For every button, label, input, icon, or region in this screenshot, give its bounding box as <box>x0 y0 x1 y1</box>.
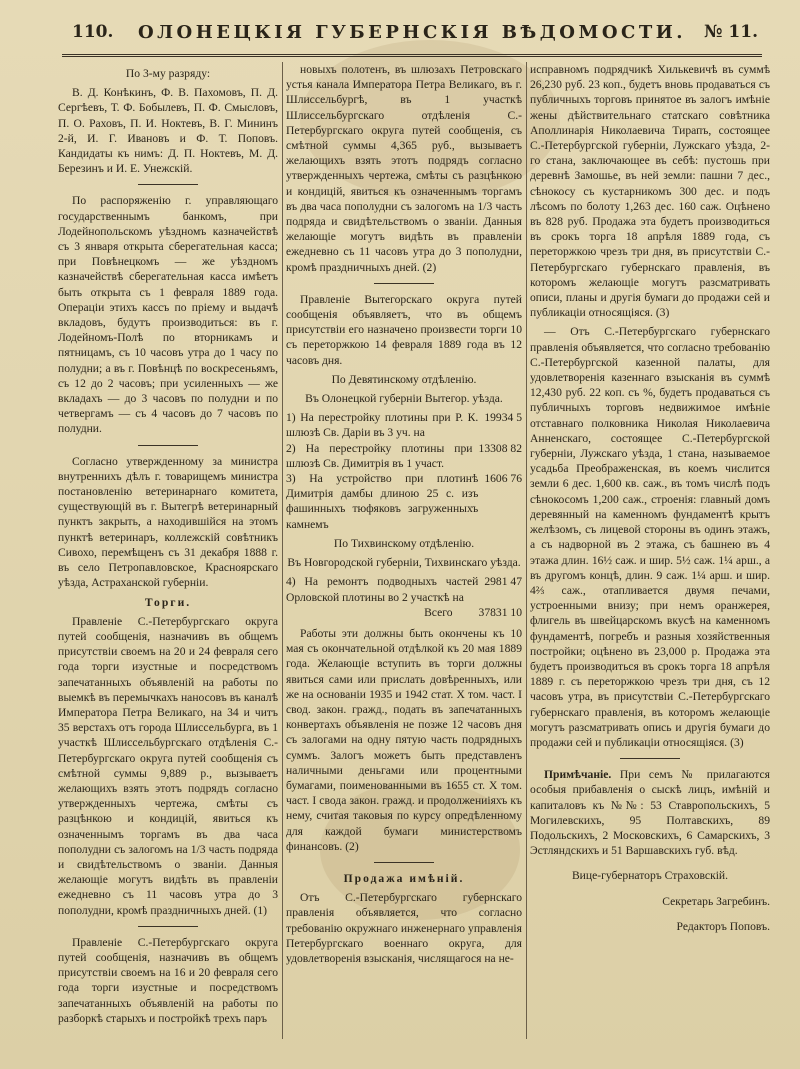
sale-notice-1-cont: исправномъ подрядчикѣ Хилькевичѣ въ суммѣ 26,230 руб. 23 коп., будетъ вновь продаваться съ публичныхъ торговъ принятое въ залогъ имѣніе жены дѣйствительнаго статскаго совѣтника Аполлинарія Николаевича Тирапъ, состоящее С.-Петербургской губерніи, Лужскаго уѣзда, 2-го стана, заключающее въ себѣ: пустошь при деревнѣ Замошье, въ ней земли: пашни 7 дес., сѣнокосу съ кустарникомъ 300 дес. и подъ лѣсомъ по болоту 1,263 дес. 160 саж. Оцѣнено въ 828 руб. Продажа эта будетъ производиться въ срокъ торга 18 апрѣля 1889 года, съ переторжкою чрезъ три дня, въ присутствіи С.-Петербургскаго губернскаго правленія, въ которомъ желающіе могутъ разсматривать описи, планы и другія бумаги до продажи сей и публикаціи относящіяся. (3) <box>530 63 770 320</box>
separator <box>138 184 198 185</box>
vet-notice: Согласно утвержденному за министра внутреннихъ дѣлъ г. товарищемъ министра постановленію ветеринарнаго комитета, существующій въ г. Вытегрѣ ветеринарный пунктъ закрыть, а находившійся на этомъ пунктѣ ветеринаръ, коллежскій совѣтникъ Сивохо, перемѣщенъ съ 31 декабря 1888 г. въ село Петропавловское, Красноярскаго уѣзда, Астраханской губерніи. <box>58 454 278 590</box>
work-item-amount: 13308 82 <box>478 441 522 455</box>
page-number: 110. <box>72 22 114 42</box>
work-item <box>286 441 522 471</box>
signature-secretary: Секретарь Загребинъ. <box>662 894 770 908</box>
column-middle <box>286 62 522 1051</box>
work-item <box>286 410 522 440</box>
newspaper-title: ОЛОНЕЦКІЯ ГУБЕРНСКІЯ ВѢДОМОСТИ. <box>137 22 687 43</box>
torgi-notice-1: Правленіе С.-Петербургскаго округа путей сообщенія, назначивъ въ общемъ присутствіи своемъ на 20 и 24 февраля сего года торги изустные и посредствомъ запечатанныхъ объявленій на работы по выемкѣ въ перемычкахъ наносовъ въ каналѣ Императора Петра Великаго, на 34 и читъ 35 верстахъ отъ города Шлиссельбурга, въ 1 участкѣ Шлиссельбургскаго отдѣленія С.-Петербургскаго округа путей сообщенія съ смѣтной суммы 9,889 р., вызываетъ желающихъ взять этотъ подрядъ согласно утвержденныхъ чертежа, смѣты съ разцѣнкою и кондицій, явиться къ означеннымъ торгамъ въ два часа пополудни съ залогомъ на 1/3 часть подряда и свидѣтельствомъ о званіи. Данныя желающіе могутъ видѣть въ правленіи ежедневно съ 11 часовъ утра до 3 пополудни, кромѣ праздничныхъ дней. (1) <box>58 614 278 917</box>
work-item-amount: 2981 47 <box>484 575 522 589</box>
tikhvin-sub: Въ Новгородской губерніи, Тихвинскаго уѣзда. <box>287 556 521 570</box>
separator <box>374 283 434 284</box>
column-right <box>530 62 770 1051</box>
torgi-heading: Торги. <box>144 595 192 609</box>
separator <box>138 445 198 446</box>
note-text: При семъ № прилагаются особыя прибавленія о сыскѣ лицъ, имѣній и капиталовъ къ №№: 53 Ставропольскихъ, 5 Могилевскихъ, 95 Полтавскихъ, 89 Подольскихъ, 2 Московскихъ, 6 Самарскихъ, 3 Эстляндскихъ и 51 Варшавскихъ губ. вѣд. <box>530 768 770 858</box>
work-item-label: 1) На перестройку плотины при Р. К. шлюзѣ Св. Даріи въ 3 уч. на <box>286 411 479 440</box>
signature-editor: Редакторъ Поповъ. <box>676 919 770 933</box>
work-item-label: 3) На устройство при плотинѣ Димитрія дамбы длиною 25 с. изъ фашинныхъ тюфяковъ загруженныхъ камнемъ <box>286 472 479 531</box>
separator <box>138 926 198 927</box>
vytegra-notice: Правленіе Вытегорскаго округа путей сообщенія объявляетъ, что въ общемъ присутствіи его назначено произвести торги 10 съ переторжкою 14 февраля 1889 года въ 12 часовъ дня. <box>286 292 522 367</box>
devyatinsk-sub: Въ Олонецкой губерніи Вытегор. уѣзда. <box>305 392 503 406</box>
work-item <box>286 574 522 604</box>
work-item-amount: 19934 5 <box>484 411 522 425</box>
torgi-notice-2-cont: новыхъ полотенъ, въ шлюзахъ Петровскаго устья канала Императора Петра Великаго, въ г. Шлиссельбургѣ, въ 1 участкѣ Шлиссельбургскаго отдѣленія С.-Петербургскаго округа путей сообщенія, съ смѣтной суммы 4,365 руб., вызываетъ желающихъ взять этотъ подрядъ согласно утвержденныхъ чертежа, смѣты съ разцѣнкою и кондицій, явиться къ означеннымъ торгамъ въ два часа пополудни съ залогомъ на 1/3 часть подряда и свидѣтельствомъ о званіи. Данныя желающіе могутъ видѣть въ правленіи ежедневно съ 11 часовъ утра до 3 пополудни, кромѣ праздничныхъ дней. (2) <box>286 63 522 274</box>
tikhvin-heading: По Тихвинскому отдѣленію. <box>333 536 475 550</box>
total-label: Всего <box>424 605 453 619</box>
separator <box>374 862 434 863</box>
sale-notice-2: — Отъ С.-Петербургскаго губернскаго правленія объявляется, что согласно требованію С.-Петербургской казенной палаты, для удовлетворенія казеннаго взысканія въ суммѣ 12,430 руб. 22 коп. съ %, будетъ продаваться съ публичныхъ торговъ недвижимое имѣніе отставнаго полковника Николая Николаевича Анненскаго, состоящее С.-Петербургской губерніи, Лужскаго уѣзда, 1 стана, называемое усадьба Преображенская, въ коемъ числится земли 6 дес. 1,600 кв. саж., въ томъ числѣ подъ сѣнокосомъ 1,200 саж., строенія: главный домъ деревянный на каменномъ фундаментѣ крытъ желѣзомъ, съ лицевой стороны въ одинъ этажъ, а съ надворной въ 2 этажа, съ башнею въ 4 этажа длин. 16½ саж. и шир. 5½ саж. 1¼ арш., а въ другомъ концѣ, длин. 9 саж. 1¼ арш. и шир. 4⅔ саж., отапливается двумя печами, устроенными внизу; при немъ оранжерея, флигель въ швейцарскомъ вкусѣ на каменномъ фундаментѣ, погребъ и разныя хозяйственныя постройки; оцѣнено въ 23,000 р. Продажа эта будетъ производиться въ срокъ торга 18 апрѣля 1889 г. съ переторжкою чрезъ три дня, съ 12 часовъ утра, въ присутствіи С.-Петербургскаго губернскаго правленія, въ которомъ желающіе могутъ разсматривать опись и другія бумаги до продажи сей и публикаціи относящіяся. (3) <box>530 325 770 749</box>
work-item <box>286 471 522 532</box>
total-row <box>286 605 522 620</box>
bank-notice: По распоряженію г. управляющаго государственнымъ банкомъ, при Лодейнопольскомъ уѣздномъ казначействѣ съ 3 января открыта сберегательная касса; при Повѣнецкомъ — же уѣздномъ казначействѣ сберегательная касса имѣетъ быть открыта съ 1 февраля 1889 года. Операціи этихъ кассъ по пріему и выдачѣ вкладовъ, будутъ производиться: въ г. Лодейномъ-Полѣ по вторникамъ и пятницамъ, съ 10 часовъ утра до 1 часу по полудни; а въ г. Повѣнцѣ по воскресеньямъ, съ 12 до 2 часовъ; при усиленныхъ — же вкладахъ — до 3 часовъ по полудни и по четвергамъ — съ 4 часовъ до 7 часовъ по полудни. <box>58 194 278 436</box>
note-heading: Примѣчаніе. <box>544 768 612 782</box>
sale-heading: Продажа имѣній. <box>343 871 465 885</box>
issue-number: № 11. <box>704 22 758 42</box>
signature-vice-governor: Вице-губернаторъ Страховскій. <box>571 869 729 883</box>
total-amount: 37831 10 <box>478 605 522 619</box>
note <box>530 767 770 858</box>
column-divider <box>526 62 527 1039</box>
separator <box>620 758 680 759</box>
devyatinsk-heading: По Девятинскому отдѣленію. <box>331 372 477 386</box>
column-left <box>58 62 278 1051</box>
rank-names: В. Д. Конѣкинъ, Ф. В. Пахомовъ, П. Д. Сергѣевъ, Т. Ф. Бобылевъ, П. Ф. Смысловъ, П. О. Раховъ, П. И. Ноктевъ, В. Г. Мининъ 2-й, И. Г. Ивановъ и Ф. Т. Поповъ. Кандидаты къ нимъ: Д. П. Ноктевъ, М. Д. Березинъ и И. Е. Унежскій. <box>58 86 278 176</box>
works-notice: Работы эти должны быть окончены къ 10 мая съ окончательной отдѣлкой къ 20 мая 1889 года. Желающіе вступить въ торги должны явиться сами или прислать довѣренныхъ, или же на основаніи 1935 и 1942 стат. X том. част. I свод. закон. гражд., подать въ запечатанныхъ конвертахъ объявленія не позже 12 часовъ дня съ залогами на одну пятую часть подрядныхъ суммъ. Залогъ можетъ быть представленъ наличными деньгами или процентными бумагами, поименованными въ 1655 ст. X том. част. I свода закон. гражд. и продолжениіяхъ къ нему, считая таковыя по курсу опредѣленному для каждой бумаги министерствомъ финансовъ. (2) <box>286 626 522 853</box>
page-header <box>62 14 762 57</box>
torgi-notice-2: Правленіе С.-Петербургскаго округа путей сообщенія, назначивъ въ общемъ присутствіи своемъ на 16 и 20 февраля сего года торги изустные и посредствомъ запечатанныхъ объявленій на работы по разборкѣ старыхъ и постройкѣ трехъ паръ <box>58 935 278 1025</box>
sale-notice-1: Отъ С.-Петербургскаго губернскаго правленія объявляется, что согласно требованію окружнаго инженернаго управленія Петербургскаго военнаго округа, для удовлетворенія взысканія, числящагося на не- <box>286 891 522 965</box>
work-item-label: 2) На перестройку плотины при шлюзѣ Св. Димитрія въ 1 участ. <box>286 441 473 470</box>
work-item-label: 4) На ремонтъ подводныхъ частей Орловской плотины во 2 участкѣ на <box>286 575 479 604</box>
column-divider <box>282 62 283 1039</box>
rank-heading: По 3-му разряду: <box>125 67 211 80</box>
work-item-amount: 1606 76 <box>484 472 522 486</box>
